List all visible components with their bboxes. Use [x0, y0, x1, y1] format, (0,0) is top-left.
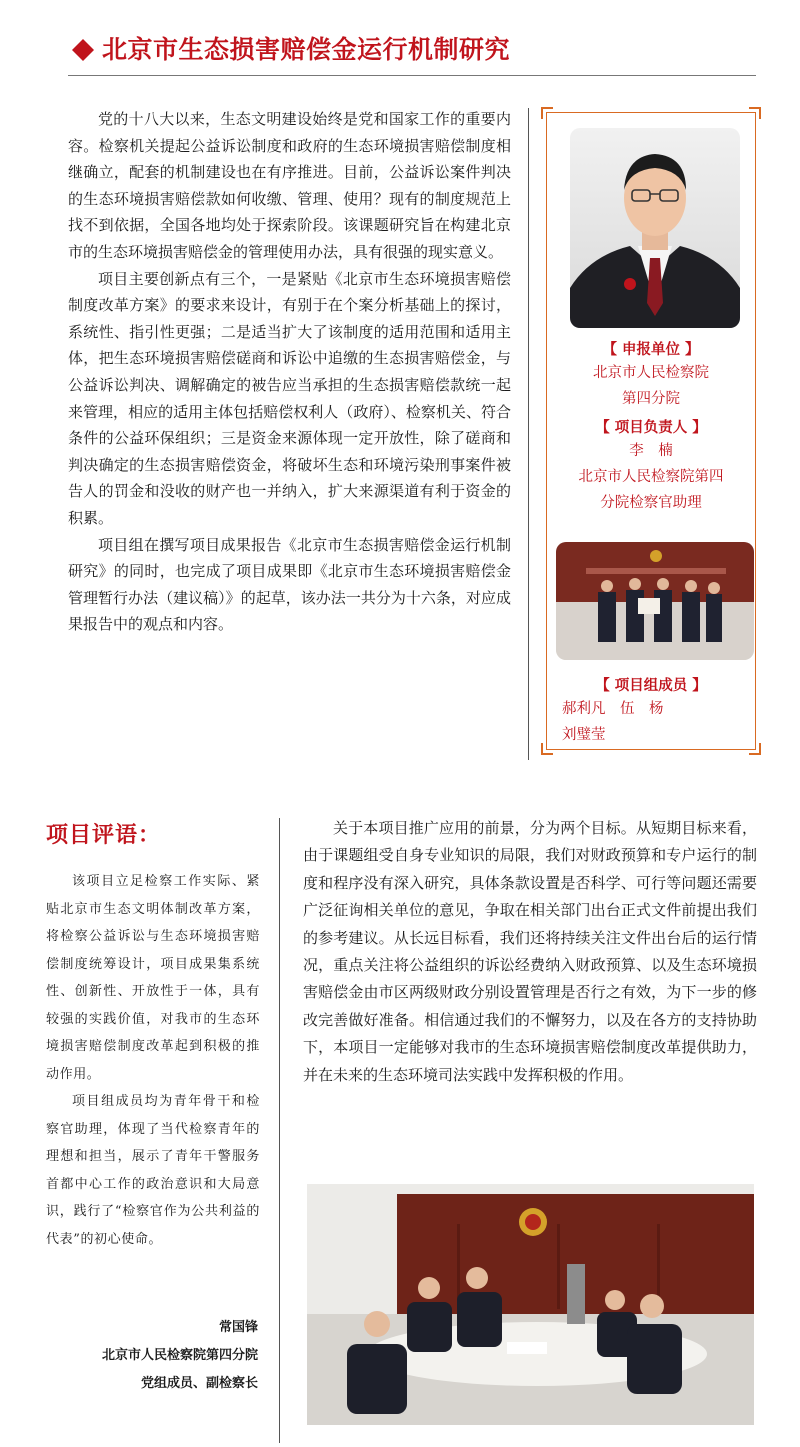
frame-corner [541, 107, 553, 119]
meeting-photo [307, 1184, 754, 1425]
leader-title-line1: 北京市人民检察院第四 [578, 469, 724, 485]
main-paragraph-2: 项目主要创新点有三个，一是紧贴《北京市生态环境损害赔偿制度改革方案》的要求来设计，有别于在个案分析基础上的探讨，系统性、指引性更强；二是适当扩大了该制度的适用范围和适用主体，把生态环境损害赔偿磋商和诉讼中追缴的生态损害赔偿金，与公益诉讼判决、调解确定的被告应当承担的生态损害赔偿款统一起来管理，相应的适用主体包括赔偿权利人（政府）、检察机关、符合条件的公益环保组织；三是资金来源体现一定开放性，除了磋商和判决确定的生态损害赔偿资金，将破坏生态和环境污染刑事案件被告人的罚金和没收的财产也一并纳入，扩大来源渠道有利于资金的积累。 [68, 269, 511, 527]
frame-corner [749, 743, 761, 755]
unit-name-line2: 第四分院 [622, 391, 680, 407]
review-body [46, 868, 260, 1253]
signature-role: 党组成员、副检察长 [140, 1376, 258, 1391]
review-paragraph-2: 项目组成员均为青年骨干和检察官助理，体现了当代检察青年的理想和担当，展示了青年干警服务首都中心工作的政治意识和大局意识，践行了“检察官作为公共利益的代表”的初心使命。 [46, 1094, 260, 1247]
title-row [72, 30, 755, 72]
leader-name: 李 楠 [629, 443, 673, 459]
diamond-bullet-icon [72, 39, 94, 61]
page-title: 北京市生态损害赔偿金运行机制研究 [102, 35, 511, 64]
team-group-photo [556, 542, 754, 660]
leader-title-line2: 分院检察官助理 [600, 495, 702, 511]
leader-portrait-photo [570, 128, 740, 328]
signature-name: 常国锋 [218, 1320, 258, 1335]
main-article [68, 106, 511, 638]
main-paragraph-1: 党的十八大以来，生态文明建设始终是党和国家工作的重要内容。检察机关提起公益诉讼制度和政府的生态环境损害赔偿制度相继确立，配套的机制建设也在有序推进。目前，公益诉讼案件判决的生态环境损害赔偿款如何收缴、管理、使用？现有的制度规范上找不到依据，全国各地均处于探索阶段。该课题研究旨在构建北京市的生态环境损害赔偿金的管理使用办法，具有很强的现实意义。 [68, 110, 511, 261]
members-line1: 郝利凡 伍 杨 [562, 701, 664, 717]
lower-column-divider [279, 818, 280, 1443]
review-paragraph-1: 该项目立足检察工作实际、紧贴北京市生态文明体制改革方案，将检察公益诉讼与生态环境损害赔偿制度统筹设计，项目成果集系统性、创新性、开放性于一体，具有较强的实践价值，对我市的生态环境损害赔偿制度改革起到积极的推动作用。 [46, 874, 260, 1082]
frame-corner [749, 107, 761, 119]
leader-label: 【 项目负责人 】 [595, 420, 707, 436]
signature-org: 北京市人民检察院第四分院 [101, 1348, 258, 1363]
members-line2: 刘璧莹 [562, 727, 606, 743]
main-paragraph-3: 项目组在撰写项目成果报告《北京市生态损害赔偿金运行机制研究》的同时，也完成了项目成果即《北京市生态环境损害赔偿金管理暂行办法（建议稿）》的起草，该办法一共分为十六条，对应成果报告中的观点和内容。 [68, 535, 511, 634]
unit-name-line1: 北京市人民检察院 [593, 365, 709, 381]
column-divider [528, 108, 529, 760]
prospects-paragraph: 关于本项目推广应用的前景，分为两个目标。从短期目标来看，由于课题组受自身专业知识的局限，我们对财政预算和专户运行的制度和程序没有深入研究，具体条款设置是否科学、可行等问题还需要广泛征询相关单位的意见，争取在相关部门出台正式文件前提出我们的参考建议。从长远目标看，我们还将持续关注文件出台后的运行情况，重点关注将公益组织的诉讼经费纳入财政预算、以及生态环境损害赔偿金由市区两级财政分别设置管理是否行之有效，为下一步的修改完善做好准备。相信通过我们的不懈努力，以及在各方的支持协助下，本项目一定能够对我市的生态环境损害赔偿制度改革提供助力，并在未来的生态环境司法实践中发挥积极的作用。 [303, 819, 757, 1084]
title-underline [68, 75, 756, 76]
unit-label: 【 申报单位 】 [602, 342, 700, 358]
frame-corner [541, 743, 553, 755]
prospects-article [303, 815, 757, 1089]
members-label: 【 项目组成员 】 [595, 678, 707, 694]
review-heading: 项目评语： [46, 823, 162, 848]
